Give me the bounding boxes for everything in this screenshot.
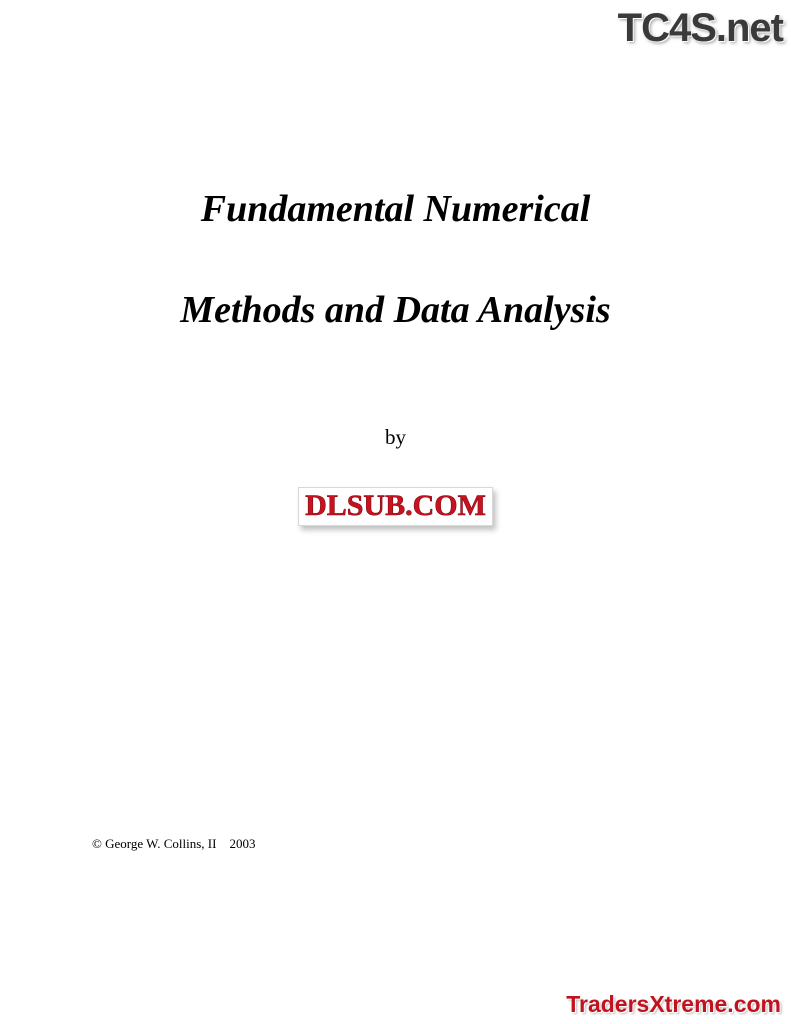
page-title-line-2: Methods and Data Analysis [180, 289, 611, 331]
dlsub-stamp-text: DLSUB.COM [305, 489, 486, 522]
byline-label: by [385, 425, 406, 449]
tradersxtreme-watermark-text: TradersXtreme.com [566, 991, 781, 1017]
document-title-block [0, 190, 791, 329]
author-stamp-container [0, 487, 791, 526]
tc4s-watermark-text: TC4S.net [617, 6, 783, 50]
dlsub-stamp [298, 487, 493, 526]
copyright-line: © George W. Collins, II 2003 [92, 836, 256, 851]
page-title-line-1: Fundamental Numerical [200, 188, 591, 230]
